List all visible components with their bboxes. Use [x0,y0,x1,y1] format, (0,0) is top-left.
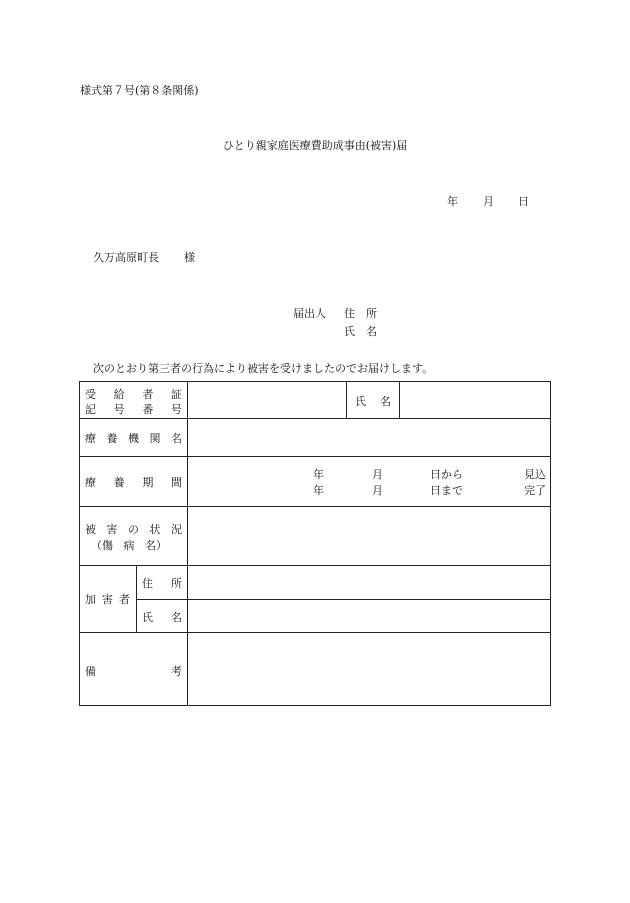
label-char: 名 [380,395,391,408]
recipient-cert-number-field[interactable] [188,383,345,417]
label-char: 号 [170,403,182,416]
label-char: 被 [85,523,96,536]
remarks-label [85,663,182,679]
label-char: 害 [106,523,118,536]
label-char: 証 [170,388,182,401]
recipient-cert-label-line1 [85,386,182,402]
damage-status-label [85,521,182,537]
column-divider [346,382,347,418]
label-char: 期 [142,476,154,489]
label-char: 考 [171,665,182,678]
form-number: 様式第７号(第８条関係) [80,84,199,97]
label-char: 加 [85,593,96,606]
label-char: 所 [171,577,182,590]
application-table [79,381,551,706]
applicant-address-label: 住 所 [344,307,377,320]
perpetrator-label [85,591,130,607]
label-char: 番 [142,403,154,416]
period-end-month: 月 [372,484,383,497]
label-char: 病 [123,539,135,552]
label-char: 療 [85,432,96,445]
treatment-period-label [85,474,182,490]
medical-institution-label [85,430,182,446]
perpetrator-name-field[interactable] [188,600,549,631]
label-char: 記 [85,403,96,416]
applicant-name-label: 氏 名 [344,325,377,338]
period-end-year: 年 [313,484,324,497]
perpetrator-name-label [142,609,182,625]
row-divider [80,456,550,457]
name-field[interactable] [400,383,549,417]
addressee: 久万高原町長 [93,251,159,264]
label-char: 者 [142,388,154,401]
label-char: 氏 [142,611,153,624]
label-char: 機 [128,432,139,445]
label-char: 名 [171,611,182,624]
label-char: 名 [171,432,182,445]
medical-institution-field[interactable] [188,419,549,455]
period-status-expected[interactable]: 見込 [524,468,546,481]
label-char: （傷 [91,539,113,552]
name-label [355,393,391,409]
column-divider [136,565,137,632]
label-char: 号 [113,403,125,416]
label-char: 給 [113,388,125,401]
label-char: 住 [142,577,153,590]
label-char: 関 [149,432,161,445]
perpetrator-address-field[interactable] [188,566,549,598]
label-char: 者 [119,593,130,606]
recipient-cert-label-line2 [85,401,182,417]
label-char: 養 [106,432,118,445]
remarks-field[interactable] [188,633,549,704]
date-month: 月 [483,195,494,208]
period-start-year: 年 [313,468,324,481]
label-char: 況 [171,523,182,536]
label-char: 受 [85,388,96,401]
label-char: の [128,523,139,536]
perpetrator-address-label [142,575,182,591]
label-char: 間 [170,476,182,489]
intro-text: 次のとおり第三者の行為により被害を受けましたのでお届けします。 [93,362,434,375]
period-status-completed[interactable]: 完了 [524,484,546,497]
period-start-month: 月 [372,468,383,481]
form-title: ひとり親家庭医療費助成事由(被害)届 [222,139,408,152]
damage-status-field[interactable] [188,507,549,564]
label-char: 害 [102,593,113,606]
label-char: 名） [145,539,167,552]
period-end-day: 日まで [430,484,463,497]
date-day: 日 [518,195,529,208]
label-char: 養 [113,476,125,489]
label-char: 状 [149,523,161,536]
period-start-day: 日から [430,468,463,481]
date-year: 年 [447,195,458,208]
addressee-suffix: 様 [184,251,195,264]
injury-name-label [91,537,167,553]
label-char: 氏 [355,395,366,408]
label-char: 備 [85,665,96,678]
label-char: 療 [85,476,96,489]
applicant-label: 届出人 [293,307,326,320]
